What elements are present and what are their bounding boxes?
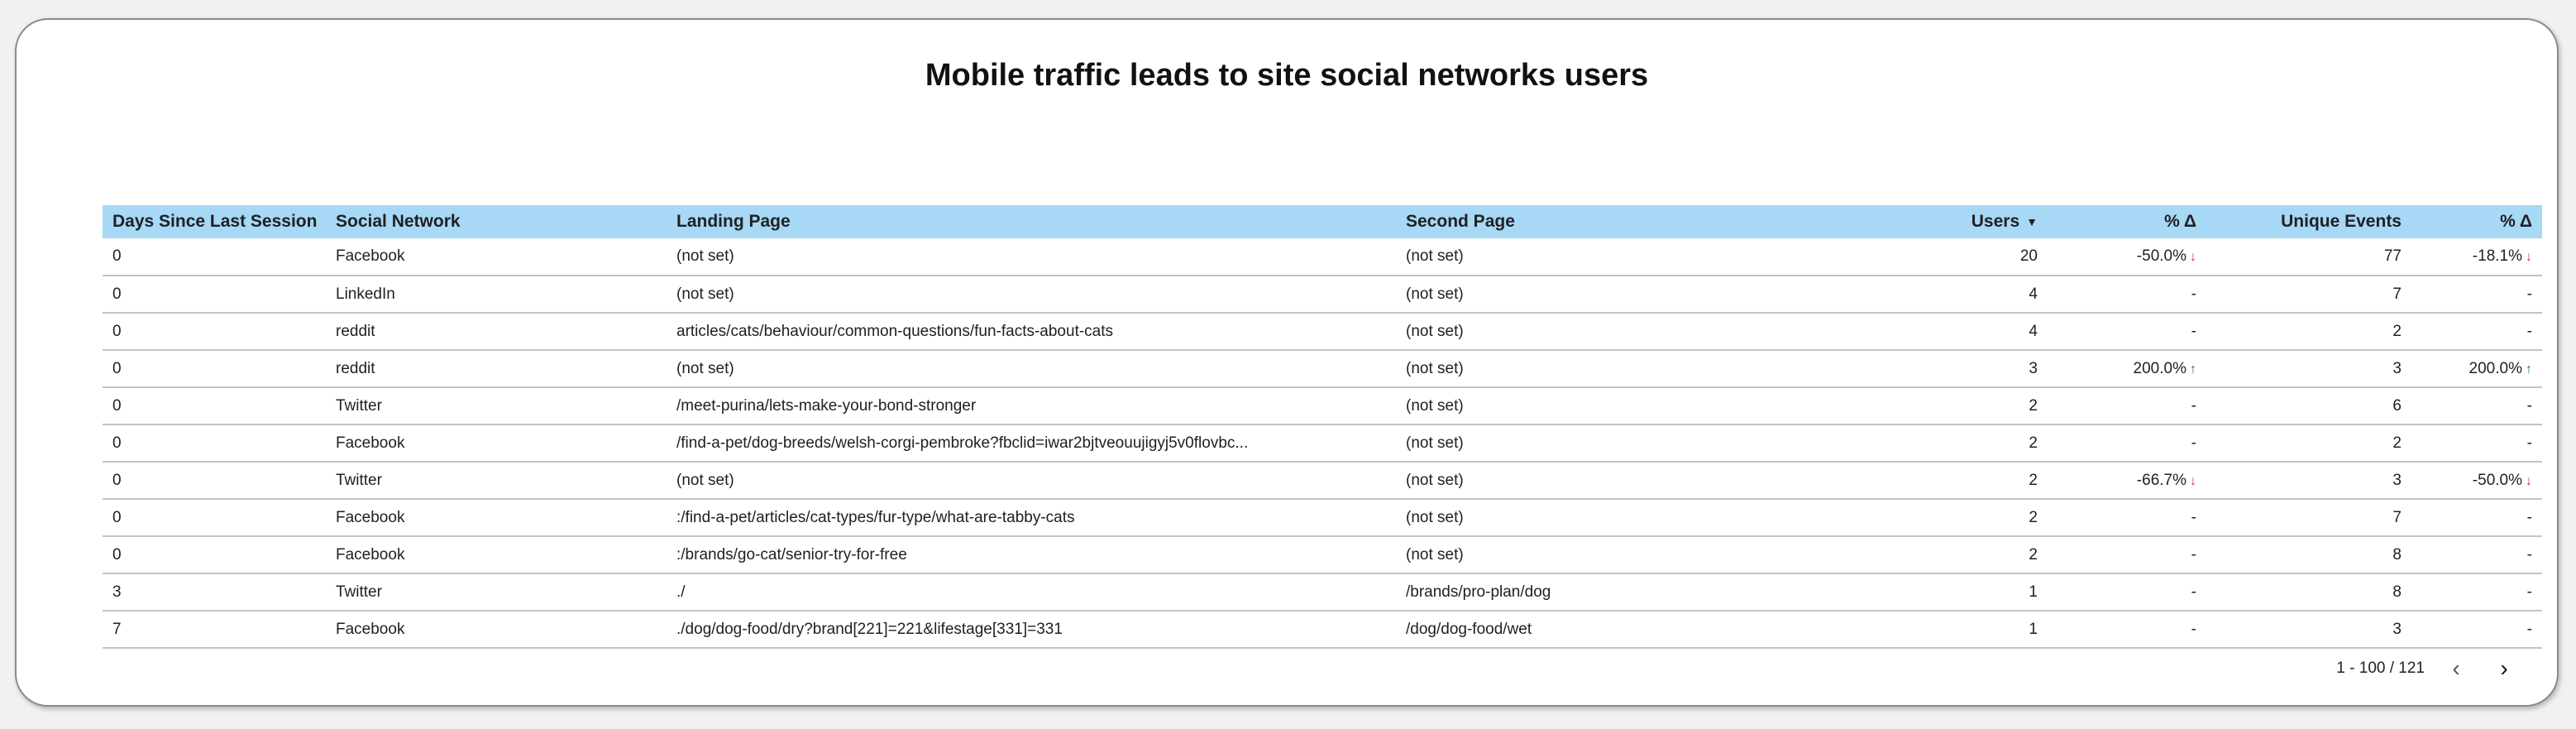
cell-social-network-value: LinkedIn	[336, 285, 395, 303]
cell-social-network	[326, 313, 667, 350]
cell-unique-events	[2206, 499, 2411, 536]
cell-users	[1899, 387, 2048, 424]
cell-users-value: 2	[2029, 471, 2038, 489]
cell-users-delta	[2048, 424, 2206, 462]
data-table	[103, 205, 2542, 649]
cell-landing-page-value: ./dog/dog-food/dry?brand[221]=221&lifestage[331]=331	[676, 620, 1063, 638]
cell-events-delta	[2411, 536, 2542, 573]
cell-users-delta	[2048, 238, 2206, 276]
cell-users-value: 4	[2029, 285, 2038, 303]
table-row[interactable]	[103, 611, 2542, 648]
cell-days	[103, 499, 326, 536]
data-table-container	[103, 205, 2542, 649]
cell-days-value: 0	[112, 322, 122, 340]
cell-users-value: 2	[2029, 508, 2038, 526]
cell-social-network-value: Facebook	[336, 620, 405, 638]
cell-events-delta-value: -	[2526, 396, 2532, 415]
cell-unique-events	[2206, 536, 2411, 573]
cell-second-page-value: (not set)	[1406, 322, 1464, 340]
cell-unique-events	[2206, 573, 2411, 611]
cell-users-value: 1	[2029, 620, 2038, 638]
report-card	[15, 18, 2559, 707]
cell-users-delta-value: -	[2191, 285, 2196, 303]
cell-users-delta-value: -	[2191, 396, 2196, 415]
cell-landing-page-value: (not set)	[676, 359, 734, 377]
cell-second-page-value: (not set)	[1406, 434, 1464, 452]
cell-second-page	[1396, 238, 1899, 276]
cell-second-page	[1396, 536, 1899, 573]
cell-unique-events	[2206, 611, 2411, 648]
cell-social-network-value: reddit	[336, 359, 375, 377]
cell-social-network	[326, 350, 667, 387]
cell-unique-events	[2206, 313, 2411, 350]
cell-landing-page	[667, 350, 1396, 387]
cell-days-value: 0	[112, 285, 122, 303]
column-header-users-label: Users	[1971, 212, 2020, 231]
cell-events-delta	[2411, 462, 2542, 499]
cell-users-delta	[2048, 276, 2206, 313]
cell-days-value: 0	[112, 471, 122, 489]
cell-users-value: 2	[2029, 545, 2038, 564]
table-row[interactable]	[103, 536, 2542, 573]
cell-social-network	[326, 387, 667, 424]
cell-users	[1899, 462, 2048, 499]
cell-events-delta	[2411, 424, 2542, 462]
cell-users-delta-value: -	[2191, 545, 2196, 564]
cell-users-delta	[2048, 536, 2206, 573]
cell-unique-events	[2206, 387, 2411, 424]
cell-social-network	[326, 238, 667, 276]
cell-events-delta	[2411, 313, 2542, 350]
cell-landing-page-value: (not set)	[676, 285, 734, 303]
column-header-users[interactable]	[1899, 205, 2048, 238]
cell-events-delta	[2411, 499, 2542, 536]
table-body	[103, 238, 2542, 648]
cell-landing-page	[667, 611, 1396, 648]
cell-second-page-value: (not set)	[1406, 247, 1464, 265]
cell-events-delta-value: 200.0%	[2468, 359, 2522, 377]
cell-events-delta-value: -	[2526, 434, 2532, 452]
cell-days-value: 0	[112, 396, 122, 415]
cell-days-value: 0	[112, 247, 122, 265]
table-row[interactable]	[103, 387, 2542, 424]
trend-up-icon: ↑	[2190, 362, 2196, 376]
cell-unique-events-value: 3	[2392, 471, 2402, 489]
cell-unique-events	[2206, 238, 2411, 276]
cell-landing-page	[667, 387, 1396, 424]
cell-events-delta-value: -	[2526, 322, 2532, 340]
cell-events-delta-value: -	[2526, 285, 2532, 303]
previous-page-icon[interactable]: ‹	[2452, 655, 2460, 681]
cell-social-network-value: Facebook	[336, 508, 405, 526]
cell-days	[103, 276, 326, 313]
cell-social-network-value: Twitter	[336, 396, 382, 415]
cell-users-value: 2	[2029, 396, 2038, 415]
cell-social-network	[326, 611, 667, 648]
table-header-row	[103, 205, 2542, 238]
cell-days	[103, 462, 326, 499]
cell-unique-events-value: 8	[2392, 545, 2402, 564]
cell-landing-page	[667, 238, 1396, 276]
trend-down-icon: ↓	[2190, 250, 2196, 264]
cell-users-delta-value: -	[2191, 620, 2196, 638]
cell-events-delta-value: -	[2526, 583, 2532, 601]
cell-unique-events-value: 6	[2392, 396, 2402, 415]
cell-landing-page-value: (not set)	[676, 471, 734, 489]
cell-second-page	[1396, 462, 1899, 499]
cell-days-value: 0	[112, 508, 122, 526]
cell-users-delta-value: -	[2191, 434, 2196, 452]
cell-social-network-value: Facebook	[336, 434, 405, 452]
cell-second-page	[1396, 424, 1899, 462]
cell-events-delta-value: -50.0%	[2472, 471, 2522, 489]
cell-days	[103, 536, 326, 573]
column-header-events-delta[interactable]: % Δ	[2500, 212, 2532, 231]
cell-users-delta	[2048, 313, 2206, 350]
table-row[interactable]	[103, 313, 2542, 350]
cell-users	[1899, 536, 2048, 573]
cell-landing-page	[667, 462, 1396, 499]
cell-social-network	[326, 462, 667, 499]
cell-users-delta-value: -66.7%	[2136, 471, 2186, 489]
cell-users-value: 1	[2029, 583, 2038, 601]
cell-events-delta	[2411, 573, 2542, 611]
cell-users	[1899, 499, 2048, 536]
cell-second-page	[1396, 611, 1899, 648]
trend-down-icon: ↓	[2526, 473, 2532, 488]
cell-events-delta-value: -18.1%	[2472, 247, 2522, 265]
sort-descending-icon: ▼	[2026, 215, 2038, 229]
cell-users-value: 4	[2029, 322, 2038, 340]
cell-events-delta	[2411, 238, 2542, 276]
cell-users-value: 2	[2029, 434, 2038, 452]
cell-days	[103, 350, 326, 387]
cell-users-delta	[2048, 573, 2206, 611]
cell-social-network-value: Twitter	[336, 471, 382, 489]
cell-days-value: 0	[112, 359, 122, 377]
cell-users-delta-value: -	[2191, 508, 2196, 526]
cell-landing-page	[667, 499, 1396, 536]
cell-landing-page	[667, 424, 1396, 462]
cell-users	[1899, 573, 2048, 611]
cell-landing-page	[667, 313, 1396, 350]
next-page-icon[interactable]: ›	[2500, 655, 2508, 681]
cell-unique-events-value: 77	[2383, 247, 2402, 265]
cell-landing-page-value: /meet-purina/lets-make-your-bond-stronger	[676, 396, 977, 415]
cell-second-page-value: (not set)	[1406, 508, 1464, 526]
cell-landing-page	[667, 573, 1396, 611]
report-title: Mobile traffic leads to site social networks users	[925, 58, 1649, 93]
column-header-second[interactable]: Second Page	[1406, 212, 1515, 231]
cell-landing-page-value: :/brands/go-cat/senior-try-for-free	[676, 545, 907, 564]
cell-events-delta-value: -	[2526, 620, 2532, 638]
cell-unique-events-value: 2	[2392, 322, 2402, 340]
pagination	[2336, 652, 2521, 685]
table-row[interactable]	[103, 424, 2542, 462]
table-row[interactable]	[103, 238, 2542, 276]
cell-second-page	[1396, 276, 1899, 313]
table-row[interactable]	[103, 573, 2542, 611]
cell-landing-page	[667, 276, 1396, 313]
cell-social-network-value: Twitter	[336, 583, 382, 601]
cell-second-page-value: (not set)	[1406, 545, 1464, 564]
cell-second-page	[1396, 350, 1899, 387]
cell-users	[1899, 350, 2048, 387]
column-header-users-delta[interactable]: % Δ	[2164, 212, 2196, 231]
trend-up-icon: ↑	[2526, 362, 2532, 376]
cell-second-page-value: (not set)	[1406, 471, 1464, 489]
cell-days-value: 7	[112, 620, 122, 638]
cell-events-delta	[2411, 276, 2542, 313]
cell-second-page	[1396, 499, 1899, 536]
cell-events-delta	[2411, 387, 2542, 424]
cell-users-delta-value: -50.0%	[2136, 247, 2186, 265]
cell-social-network-value: reddit	[336, 322, 375, 340]
table-row[interactable]	[103, 499, 2542, 536]
cell-days	[103, 387, 326, 424]
trend-down-icon: ↓	[2190, 473, 2196, 488]
cell-events-delta	[2411, 350, 2542, 387]
cell-users-delta-value: -	[2191, 322, 2196, 340]
cell-days-value: 0	[112, 545, 122, 564]
table-row[interactable]	[103, 350, 2542, 387]
cell-second-page-value: /brands/pro-plan/dog	[1406, 583, 1551, 601]
cell-days	[103, 611, 326, 648]
cell-days	[103, 424, 326, 462]
cell-landing-page-value: /find-a-pet/dog-breeds/welsh-corgi-pembroke?fbclid=iwar2bjtveouujigyj5v0flovbc...	[676, 434, 1249, 452]
cell-users	[1899, 238, 2048, 276]
cell-landing-page	[667, 536, 1396, 573]
column-header-landing[interactable]: Landing Page	[676, 212, 791, 231]
cell-users	[1899, 611, 2048, 648]
cell-second-page	[1396, 313, 1899, 350]
cell-social-network	[326, 499, 667, 536]
cell-unique-events-value: 2	[2392, 434, 2402, 452]
cell-unique-events	[2206, 276, 2411, 313]
trend-down-icon: ↓	[2526, 250, 2532, 264]
cell-users-value: 20	[2019, 247, 2038, 265]
cell-second-page-value: /dog/dog-food/wet	[1406, 620, 1532, 638]
cell-second-page-value: (not set)	[1406, 285, 1464, 303]
cell-second-page	[1396, 387, 1899, 424]
cell-second-page-value: (not set)	[1406, 396, 1464, 415]
cell-second-page-value: (not set)	[1406, 359, 1464, 377]
cell-unique-events	[2206, 424, 2411, 462]
cell-second-page	[1396, 573, 1899, 611]
cell-unique-events-value: 3	[2392, 359, 2402, 377]
cell-unique-events-value: 7	[2392, 285, 2402, 303]
cell-social-network	[326, 536, 667, 573]
cell-users	[1899, 313, 2048, 350]
cell-users	[1899, 424, 2048, 462]
column-header-days[interactable]: Days Since Last Session	[112, 212, 318, 231]
cell-events-delta	[2411, 611, 2542, 648]
cell-users-delta-value: -	[2191, 583, 2196, 601]
cell-days	[103, 573, 326, 611]
cell-days	[103, 313, 326, 350]
cell-social-network	[326, 424, 667, 462]
cell-landing-page-value: ./	[676, 583, 686, 601]
cell-social-network	[326, 573, 667, 611]
cell-events-delta-value: -	[2526, 545, 2532, 564]
cell-users-delta	[2048, 611, 2206, 648]
cell-landing-page-value: (not set)	[676, 247, 734, 265]
column-header-events[interactable]: Unique Events	[2281, 212, 2402, 231]
cell-social-network-value: Facebook	[336, 545, 405, 564]
cell-unique-events	[2206, 350, 2411, 387]
cell-events-delta-value: -	[2526, 508, 2532, 526]
pagination-range: 1 - 100 / 121	[2336, 659, 2425, 677]
cell-unique-events-value: 8	[2392, 583, 2402, 601]
column-header-network[interactable]: Social Network	[336, 212, 461, 231]
table-row[interactable]	[103, 276, 2542, 313]
cell-unique-events	[2206, 462, 2411, 499]
cell-unique-events-value: 7	[2392, 508, 2402, 526]
table-row[interactable]	[103, 462, 2542, 499]
cell-days	[103, 238, 326, 276]
cell-landing-page-value: :/find-a-pet/articles/cat-types/fur-type/what-are-tabby-cats	[676, 508, 1075, 526]
cell-users-delta	[2048, 462, 2206, 499]
cell-users-value: 3	[2029, 359, 2038, 377]
cell-social-network-value: Facebook	[336, 247, 405, 265]
cell-landing-page-value: articles/cats/behaviour/common-questions/fun-facts-about-cats	[676, 322, 1114, 340]
cell-unique-events-value: 3	[2392, 620, 2402, 638]
cell-days-value: 3	[112, 583, 122, 601]
cell-users	[1899, 276, 2048, 313]
cell-users-delta	[2048, 387, 2206, 424]
cell-users-delta-value: 200.0%	[2133, 359, 2186, 377]
cell-social-network	[326, 276, 667, 313]
cell-users-delta	[2048, 499, 2206, 536]
cell-users-delta	[2048, 350, 2206, 387]
cell-days-value: 0	[112, 434, 122, 452]
